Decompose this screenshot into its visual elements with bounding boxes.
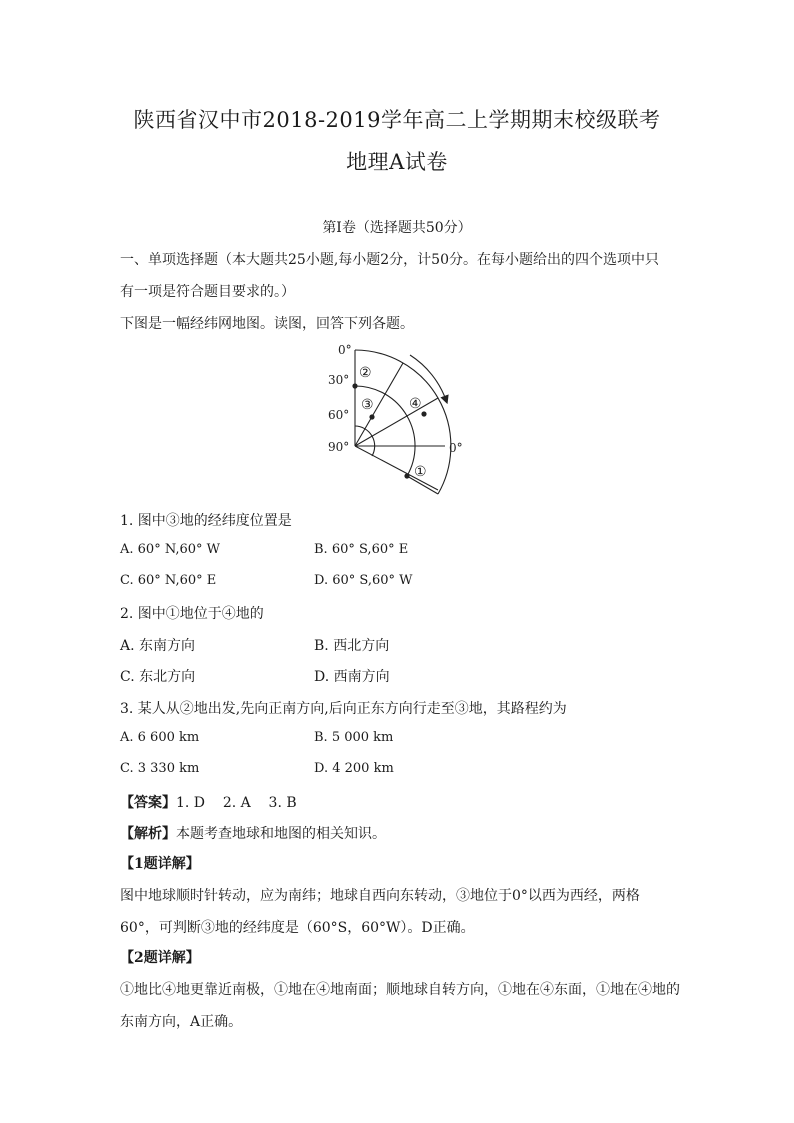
analysis-label: 【解析】 — [120, 826, 176, 842]
instructions-line1: 一、单项选择题（本大题共25小题,每小题2分，计50分。在每小题给出的四个选项中只 — [120, 252, 659, 268]
document-title-line2: 地理A试卷 — [346, 150, 448, 174]
question-2-option-d: D. 西南方向 — [314, 669, 390, 685]
question-2-option-a: A. 东南方向 — [120, 638, 196, 654]
point-label-1: ① — [414, 464, 427, 480]
label-30: 30° — [328, 373, 350, 387]
question-3-option-a: A. 6 600 km — [120, 730, 200, 745]
detail-2-heading: 【2题详解】 — [120, 950, 200, 966]
analysis-row — [120, 823, 386, 843]
detail-1-line1: 图中地球顺时针转动，应为南纬；地球自西向东转动，③地位于0°以西为西经，两格 — [120, 888, 640, 904]
label-0-right: 0° — [449, 441, 463, 455]
detail-1-line2: 60°，可判断③地的经纬度是（60°S，60°W）。D正确。 — [120, 920, 475, 936]
question-1-stem: 1. 图中③地的经纬度位置是 — [120, 513, 292, 529]
question-2-option-b: B. 西北方向 — [314, 638, 390, 654]
label-90: 90° — [328, 440, 350, 454]
label-60: 60° — [328, 408, 350, 422]
rotation-arrow — [410, 355, 446, 400]
question-2-stem: 2. 图中①地位于④地的 — [120, 606, 264, 622]
answer-label: 【答案】 — [120, 795, 176, 811]
question-2-option-c: C. 东北方向 — [120, 669, 196, 685]
point-dot-4 — [421, 411, 426, 416]
detail-2-line1: ①地比④地更靠近南极，①地在④地南面；顺地球自转方向，①地在④东面，①地在④地的 — [120, 982, 680, 998]
answer-row — [120, 792, 297, 812]
graticule-figure — [322, 338, 472, 498]
instructions-line2: 有一项是符合题目要求的。） — [120, 284, 295, 300]
analysis-text: 本题考查地球和地图的相关知识。 — [176, 826, 386, 842]
point-dot-2 — [352, 383, 357, 388]
section-heading: 第I卷（选择题共50分） — [322, 220, 472, 236]
question-3-option-c: C. 3 330 km — [120, 761, 200, 776]
detail-1-heading: 【1题详解】 — [120, 856, 200, 872]
question-1-option-a: A. 60° N,60° W — [120, 542, 221, 557]
label-0-top: 0° — [338, 343, 352, 357]
detail-2-line2: 东南方向，A正确。 — [120, 1014, 243, 1030]
point-dot-3 — [369, 414, 374, 419]
question-1-option-c: C. 60° N,60° E — [120, 573, 217, 588]
question-1-option-d: D. 60° S,60° W — [314, 573, 413, 588]
point-dot-1 — [404, 473, 409, 478]
answer-text: 1. D 2. A 3. B — [176, 795, 297, 811]
question-1-option-b: B. 60° S,60° E — [314, 542, 409, 557]
point-label-2: ② — [359, 365, 372, 381]
intro-text: 下图是一幅经纬网地图。读图，回答下列各题。 — [120, 316, 414, 332]
question-3-option-b: B. 5 000 km — [314, 730, 394, 745]
document-title-line1: 陕西省汉中市2018-2019学年高二上学期期末校级联考 — [133, 108, 661, 132]
point-label-4: ④ — [409, 396, 422, 412]
point-label-3: ③ — [361, 397, 374, 413]
question-3-stem: 3. 某人从②地出发,先向正南方向,后向正东方向行走至③地，其路程约为 — [120, 701, 567, 717]
question-3-option-d: D. 4 200 km — [314, 761, 394, 776]
